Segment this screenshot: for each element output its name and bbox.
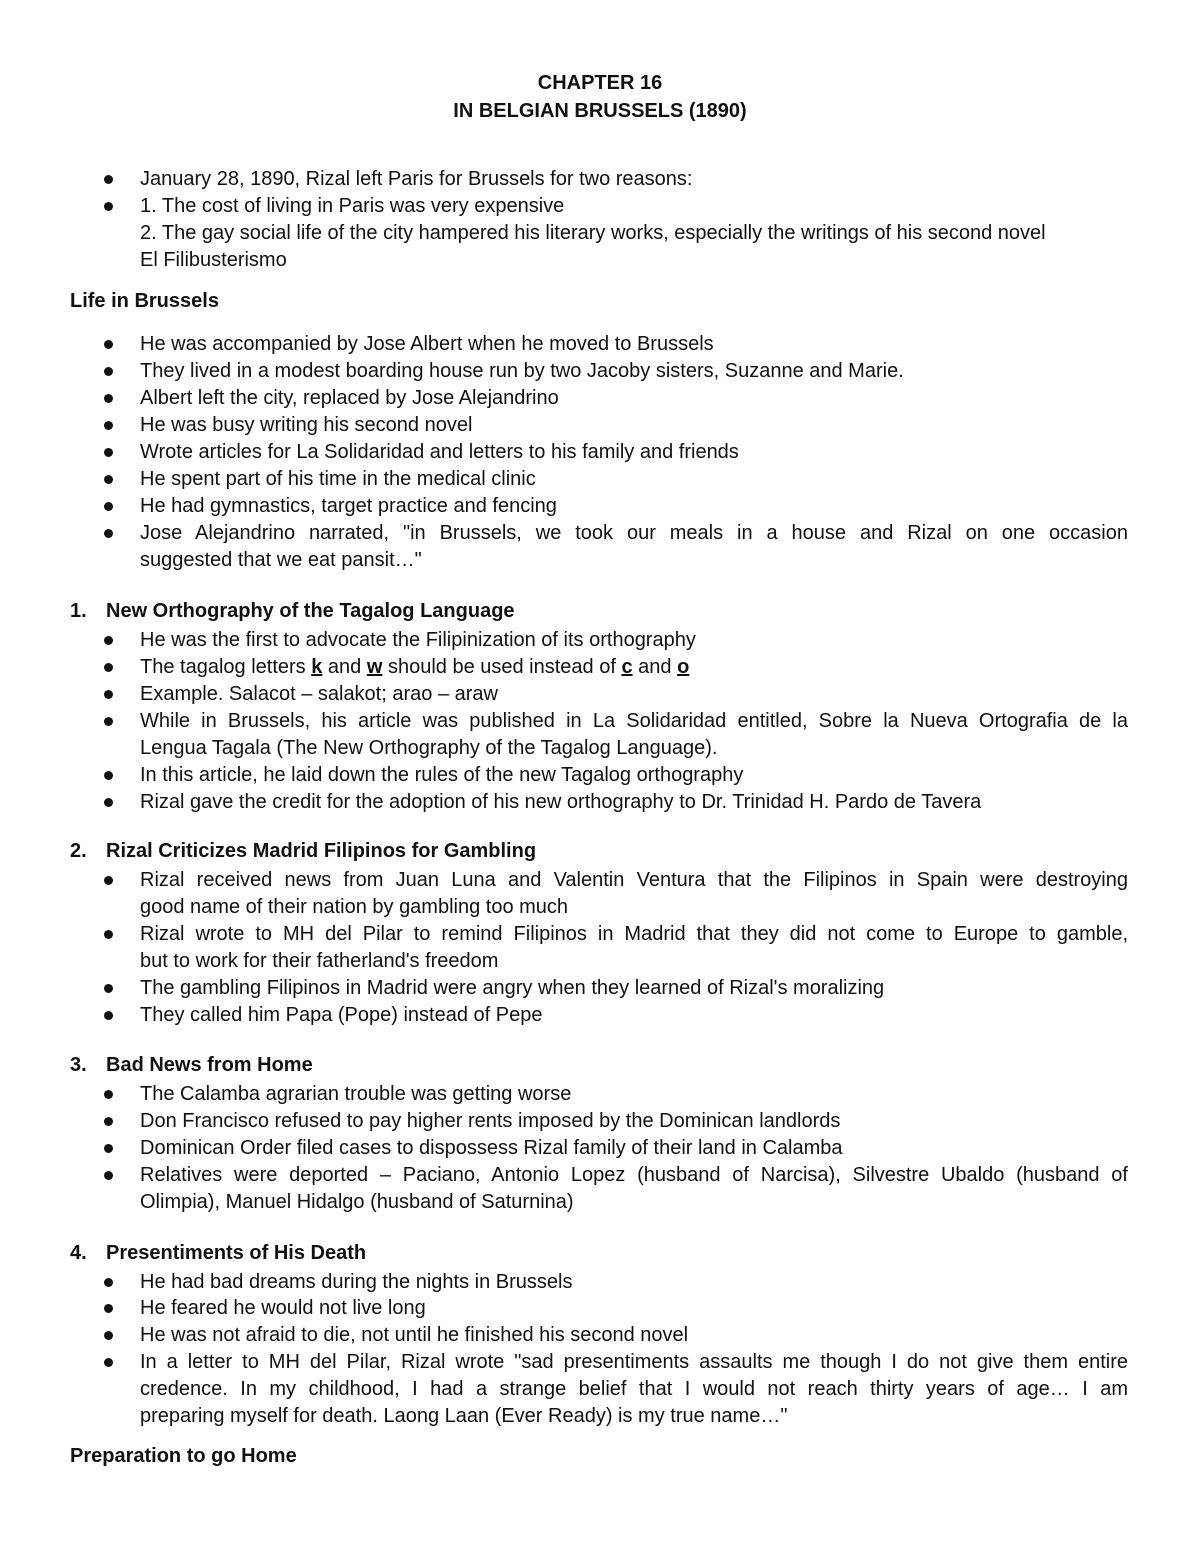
list-item: He spent part of his time in the medical clinic (140, 468, 536, 490)
list-item: good name of their nation by gambling too much (140, 896, 569, 918)
bullet-icon (104, 502, 113, 511)
list-item: He was not afraid to die, not until he finished his second novel (140, 1324, 689, 1346)
bullet-icon (104, 1278, 113, 1287)
section-number: 4. (70, 1242, 87, 1264)
list-item: He had bad dreams during the nights in Brussels (140, 1271, 573, 1293)
list-item: While in Brussels, his article was published in La Solidaridad entitled, Sobre la Nueva Ortografia de la (140, 710, 1128, 732)
section-number: 1. (70, 600, 87, 622)
intro-line: 2. The gay social life of the city hampered his literary works, especially the writings of his second novel (140, 222, 1046, 244)
list-item: Lengua Tagala (The New Orthography of the Tagalog Language). (140, 737, 718, 759)
intro-line: El Filibusterismo (140, 249, 287, 271)
list-item: suggested that we eat pansit…" (140, 549, 422, 571)
list-item: They lived in a modest boarding house run by two Jacoby sisters, Suzanne and Marie. (140, 360, 904, 382)
letter-k: k (311, 656, 323, 678)
chapter-title: CHAPTER 16 (537, 72, 663, 94)
bullet-icon (104, 1304, 113, 1313)
list-item: but to work for their fatherland's freedom (140, 950, 499, 972)
list-item (140, 654, 1128, 681)
list-item: Dominican Order filed cases to dispossess Rizal family of their land in Calamba (140, 1137, 843, 1159)
bullet-icon (104, 340, 113, 349)
bullet-icon (104, 876, 113, 885)
bullet-icon (104, 421, 113, 430)
bullet-icon (104, 175, 113, 184)
list-item: He was the first to advocate the Filipinization of its orthography (140, 629, 696, 651)
bullet-icon (104, 1090, 113, 1099)
section-number: 2. (70, 840, 87, 862)
list-item: In a letter to MH del Pilar, Rizal wrote "sad presentiments assaults me though I do not give them entire (140, 1351, 1128, 1373)
text-run: and (632, 656, 678, 678)
bullet-icon (104, 1331, 113, 1340)
bullet-icon (104, 717, 113, 726)
list-item: Wrote articles for La Solidaridad and letters to his family and friends (140, 441, 739, 463)
chapter-subtitle: IN BELGIAN BRUSSELS (1890) (453, 100, 747, 122)
bullet-icon (104, 771, 113, 780)
bullet-icon (104, 1144, 113, 1153)
list-item: credence. In my childhood, I had a strange belief that I would not reach thirty years of age… I am (140, 1378, 1128, 1400)
text-run: The tagalog letters (140, 656, 312, 678)
bullet-icon (104, 1171, 113, 1180)
section-heading-orthography: New Orthography of the Tagalog Language (106, 600, 515, 622)
bullet-icon (104, 1358, 113, 1367)
list-item: He was busy writing his second novel (140, 414, 473, 436)
text-run: and (322, 656, 367, 678)
list-item: Olimpia), Manuel Hidalgo (husband of Saturnina) (140, 1191, 574, 1213)
section-heading-gambling: Rizal Criticizes Madrid Filipinos for Gambling (106, 840, 537, 862)
letter-c: c (621, 656, 633, 678)
intro-line: January 28, 1890, Rizal left Paris for Brussels for two reasons: (140, 168, 693, 190)
list-item: Example. Salacot – salakot; arao – araw (140, 683, 498, 705)
bullet-icon (104, 663, 113, 672)
bullet-icon (104, 690, 113, 699)
bullet-icon (104, 529, 113, 538)
section-number: 3. (70, 1054, 87, 1076)
text-run: should be used instead of (382, 656, 622, 678)
bullet-icon (104, 930, 113, 939)
list-item: He was accompanied by Jose Albert when he moved to Brussels (140, 333, 714, 355)
section-heading-presentiments: Presentiments of His Death (106, 1242, 367, 1264)
list-item: The Calamba agrarian trouble was getting worse (140, 1083, 572, 1105)
list-item: Don Francisco refused to pay higher rents imposed by the Dominican landlords (140, 1110, 841, 1132)
list-item: Jose Alejandrino narrated, "in Brussels, we took our meals in a house and Rizal on one occasion (140, 522, 1128, 544)
bullet-icon (104, 636, 113, 645)
bullet-icon (104, 367, 113, 376)
bullet-icon (104, 1011, 113, 1020)
letter-o: o (677, 656, 690, 678)
section-heading-life: Life in Brussels (70, 290, 219, 312)
bullet-icon (104, 394, 113, 403)
bullet-icon (104, 984, 113, 993)
intro-line: 1. The cost of living in Paris was very expensive (140, 195, 565, 217)
list-item: In this article, he laid down the rules of the new Tagalog orthography (140, 764, 744, 786)
list-item: The gambling Filipinos in Madrid were angry when they learned of Rizal's moralizing (140, 977, 885, 999)
list-item: Rizal received news from Juan Luna and Valentin Ventura that the Filipinos in Spain were destroying (140, 869, 1128, 891)
list-item: Relatives were deported – Paciano, Antonio Lopez (husband of Narcisa), Silvestre Ubaldo (husband of (140, 1164, 1128, 1186)
list-item: He had gymnastics, target practice and fencing (140, 495, 557, 517)
list-item: Rizal wrote to MH del Pilar to remind Filipinos in Madrid that they did not come to Europe to gamble, (140, 923, 1128, 945)
section-heading-bad-news: Bad News from Home (106, 1054, 313, 1076)
letter-w: w (366, 656, 383, 678)
list-item: They called him Papa (Pope) instead of Pepe (140, 1004, 543, 1026)
bullet-icon (104, 1117, 113, 1126)
list-item: Albert left the city, replaced by Jose Alejandrino (140, 387, 559, 409)
list-item: preparing myself for death. Laong Laan (Ever Ready) is my true name…" (140, 1405, 788, 1427)
list-item: He feared he would not live long (140, 1297, 426, 1319)
bullet-icon (104, 448, 113, 457)
bullet-icon (104, 202, 113, 211)
bullet-icon (104, 475, 113, 484)
list-item: Rizal gave the credit for the adoption of his new orthography to Dr. Trinidad H. Pardo de Tavera (140, 791, 982, 813)
section-heading-preparation: Preparation to go Home (70, 1445, 297, 1467)
bullet-icon (104, 798, 113, 807)
